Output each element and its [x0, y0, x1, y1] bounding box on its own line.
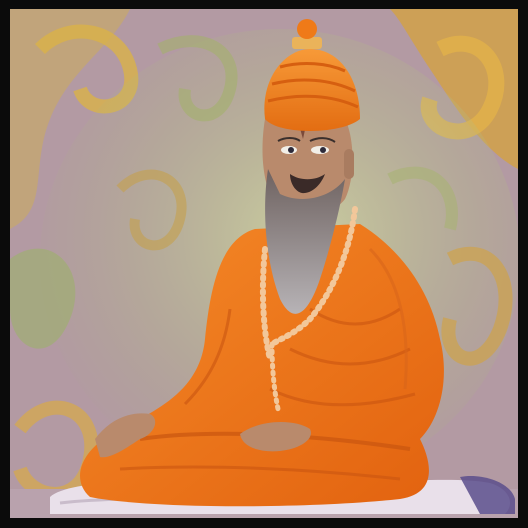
- painting: [10, 9, 518, 518]
- painting-svg: [10, 9, 518, 518]
